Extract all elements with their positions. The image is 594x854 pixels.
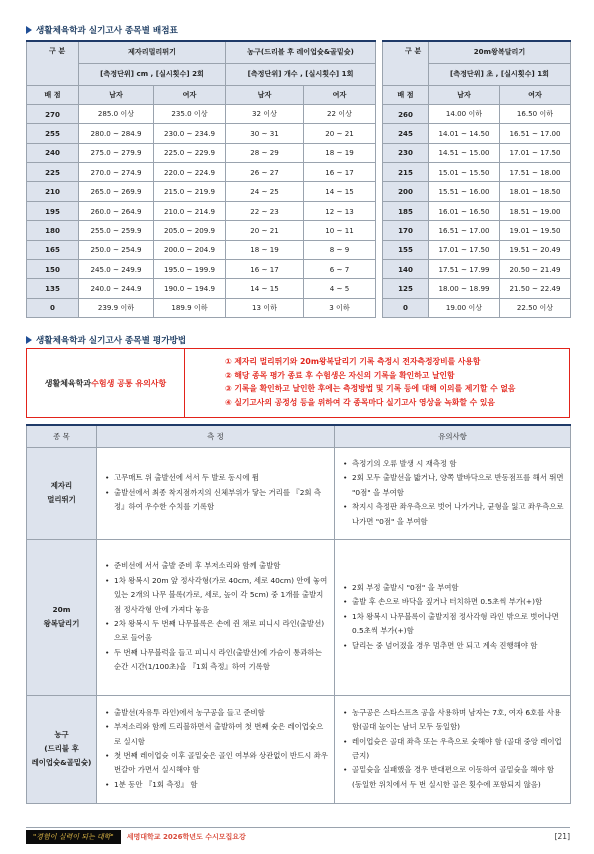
evaluation-table <box>26 424 571 804</box>
score-value: 245 <box>383 124 429 143</box>
gender-header: 여자 <box>304 85 376 104</box>
measure-item: • 출발선에서 최종 착지점까지의 신체부위가 닿는 거리를 『2회 측정』하여 우수한 수치를 기록함 <box>105 486 328 515</box>
range-cell: 4 ~ 5 <box>304 279 376 298</box>
eval-header: 측 정 <box>97 425 335 447</box>
range-cell: 205.0 ~ 209.9 <box>154 221 226 240</box>
range-cell: 275.0 ~ 279.9 <box>79 143 154 162</box>
score-row <box>383 104 571 123</box>
measure-item: • 1차 왕복시 20m 앞 정사각형(가로 40cm, 세로 40cm) 안에 놓여 있는 2개의 나무 블록(가로, 세로, 높이 각 5cm) 중 1개를 출발지점 정사각형 안에 가져다 놓음 <box>105 574 328 617</box>
range-cell: 200.0 ~ 204.9 <box>154 240 226 259</box>
range-cell: 265.0 ~ 269.9 <box>79 182 154 201</box>
range-cell: 20 ~ 21 <box>226 221 304 240</box>
corner-header: 구 분 <box>27 41 79 85</box>
measure-cell <box>97 447 335 539</box>
section-title-score-table <box>26 24 178 36</box>
event-category-line: 농구 <box>54 730 69 739</box>
measure-item: • 두 번째 나무블럭을 들고 피니시 라인(출발선)에 가슴이 통과하는 순간 시간(1/100초)을 『1회 측정』하여 기록함 <box>105 646 328 675</box>
corner-header: 구 분 <box>383 41 429 85</box>
notes-cell <box>335 539 571 695</box>
score-row <box>383 279 571 298</box>
notes-item: • 2회 모두 출발선을 밟거나, 양쪽 발바닥으로 반동점프를 해서 뛰면 "0점" 을 부여함 <box>343 471 564 500</box>
score-value: 135 <box>27 279 79 298</box>
score-row <box>27 182 376 201</box>
range-cell: 210.0 ~ 214.9 <box>154 201 226 220</box>
measure-list <box>105 559 328 674</box>
notes-cell <box>335 695 571 803</box>
score-row <box>383 298 571 317</box>
score-value: 140 <box>383 260 429 279</box>
range-cell: 195.0 ~ 199.9 <box>154 260 226 279</box>
event-category <box>27 539 97 695</box>
range-cell: 19.01 ~ 19.50 <box>500 221 571 240</box>
event-category-line: 20m <box>52 605 71 614</box>
range-cell: 17.51 ~ 18.00 <box>500 163 571 182</box>
score-value: 240 <box>27 143 79 162</box>
range-cell: 17.51 ~ 17.99 <box>429 260 500 279</box>
range-cell: 22 ~ 23 <box>226 201 304 220</box>
event-unit: [측정단위] 초 , [실시횟수] 1회 <box>429 63 571 85</box>
range-cell: 12 ~ 13 <box>304 201 376 220</box>
score-row <box>27 221 376 240</box>
gender-header: 여자 <box>500 85 571 104</box>
measure-cell <box>97 539 335 695</box>
notes-item: • 농구공은 스타스프츠 공을 사용하며 남자는 7호, 여자 6호를 사용함(골대 높이는 남녀 모두 동일함) <box>343 706 564 735</box>
event-unit: [측정단위] 개수 , [실시횟수] 1회 <box>226 63 376 85</box>
range-cell: 14.00 이하 <box>429 104 500 123</box>
measure-item: • 고무매트 위 출발선에 서서 두 발로 동시에 뜀 <box>105 471 328 485</box>
score-value: 195 <box>27 201 79 220</box>
notes-item: • 달리는 중 넘어졌을 경우 멈추면 안 되고 계속 진행해야 함 <box>343 639 564 653</box>
footer-slogan: "경험이 실력이 되는 대학" <box>26 830 121 844</box>
range-cell: 270.0 ~ 274.9 <box>79 163 154 182</box>
measure-list <box>105 471 328 514</box>
event-name: 제자리멀리뛰기 <box>79 41 226 63</box>
range-cell: 13 이하 <box>226 298 304 317</box>
range-cell: 16 ~ 17 <box>226 260 304 279</box>
range-cell: 18.01 ~ 18.50 <box>500 182 571 201</box>
notes-list <box>343 457 564 529</box>
score-value: 210 <box>27 182 79 201</box>
score-row <box>383 143 571 162</box>
notes-item: • 골밑슛을 실패했을 경우 반대편으로 이동하여 골밑슛을 해야 함(동일한 위치에서 두 번 실시한 골은 횟수에 포함되지 않음) <box>343 763 564 792</box>
range-cell: 21.50 ~ 22.49 <box>500 279 571 298</box>
range-cell: 17.01 ~ 17.50 <box>500 143 571 162</box>
score-value: 260 <box>383 104 429 123</box>
notes-item: • 2회 부정 출발시 "0점" 을 부여함 <box>343 581 564 595</box>
range-cell: 17.01 ~ 17.50 <box>429 240 500 259</box>
event-category-line: (드리블 후 <box>44 744 79 753</box>
section-title-text: 생활체육학과 실기고사 종목별 배점표 <box>36 26 178 36</box>
range-cell: 230.0 ~ 234.9 <box>154 124 226 143</box>
score-label: 배 점 <box>27 85 79 104</box>
range-cell: 14 ~ 15 <box>226 279 304 298</box>
score-row <box>383 221 571 240</box>
notes-item: • 측정기의 오류 발생 시 재측정 함 <box>343 457 564 471</box>
section-title-text: 생활체육학과 실기고사 종목별 평가방법 <box>36 336 187 346</box>
score-value: 0 <box>383 298 429 317</box>
range-cell: 285.0 이상 <box>79 104 154 123</box>
gender-header: 남자 <box>226 85 304 104</box>
range-cell: 235.0 이상 <box>154 104 226 123</box>
range-cell: 8 ~ 9 <box>304 240 376 259</box>
event-name: 농구(드리블 후 레이업슛&골밑슛) <box>226 41 376 63</box>
score-value: 150 <box>27 260 79 279</box>
score-row <box>27 240 376 259</box>
triangle-bullet-icon <box>26 26 32 34</box>
measure-item: • 부저소리와 함께 드리블하면서 출발하여 첫 번째 슛은 레이업슛으로 실시함 <box>105 720 328 749</box>
caution-list <box>185 349 515 417</box>
range-cell: 16 ~ 17 <box>304 163 376 182</box>
event-category <box>27 695 97 803</box>
range-cell: 255.0 ~ 259.9 <box>79 221 154 240</box>
range-cell: 30 ~ 31 <box>226 124 304 143</box>
range-cell: 3 이하 <box>304 298 376 317</box>
measure-item: • 출발선(자유투 라인)에서 농구공을 들고 준비함 <box>105 706 328 720</box>
triangle-bullet-icon <box>26 336 32 344</box>
gender-header: 여자 <box>154 85 226 104</box>
score-row <box>27 143 376 162</box>
range-cell: 15.51 ~ 16.00 <box>429 182 500 201</box>
score-row <box>27 201 376 220</box>
range-cell: 18 ~ 19 <box>226 240 304 259</box>
range-cell: 16.01 ~ 16.50 <box>429 201 500 220</box>
range-cell: 250.0 ~ 254.9 <box>79 240 154 259</box>
notes-item: • 착지시 측정판 좌우측으로 벗어 나가거나, 균형을 잃고 좌우측으로 나가면 "0점" 을 부여함 <box>343 500 564 529</box>
notes-item: • 레이업슛은 골대 좌측 또는 우측으로 슛해야 함 (골대 중앙 레이업 금지) <box>343 735 564 764</box>
range-cell: 245.0 ~ 249.9 <box>79 260 154 279</box>
range-cell: 18.00 ~ 18.99 <box>429 279 500 298</box>
range-cell: 260.0 ~ 264.9 <box>79 201 154 220</box>
page-number: [21] <box>554 832 570 841</box>
page-footer <box>26 827 570 845</box>
score-value: 225 <box>27 163 79 182</box>
range-cell: 225.0 ~ 229.9 <box>154 143 226 162</box>
caution-item: ④ 실기고사의 공정성 등을 위하여 각 종목마다 실기고사 영상을 녹화할 수 있음 <box>225 397 495 407</box>
score-row <box>383 124 571 143</box>
score-table-left <box>26 40 376 318</box>
measure-cell <box>97 695 335 803</box>
notes-item: • 출발 후 손으로 바닥을 짚거나 터치하면 0.5초씩 부가(+)함 <box>343 595 564 609</box>
event-category-line: 멀리뛰기 <box>47 495 76 504</box>
section-title-eval-method <box>26 334 186 346</box>
range-cell: 20 ~ 21 <box>304 124 376 143</box>
score-row <box>383 182 571 201</box>
range-cell: 26 ~ 27 <box>226 163 304 182</box>
score-table-right <box>382 40 571 318</box>
score-value: 200 <box>383 182 429 201</box>
range-cell: 18 ~ 19 <box>304 143 376 162</box>
event-category-line: 제자리 <box>50 481 73 490</box>
range-cell: 16.50 이하 <box>500 104 571 123</box>
score-row <box>383 260 571 279</box>
range-cell: 190.0 ~ 194.9 <box>154 279 226 298</box>
score-value: 170 <box>383 221 429 240</box>
score-label: 배 점 <box>383 85 429 104</box>
event-category-line: 레이업슛&골밑슛) <box>31 758 92 767</box>
score-value: 185 <box>383 201 429 220</box>
range-cell: 18.51 ~ 19.00 <box>500 201 571 220</box>
caution-item: ① 제자리 멀리뛰기와 20m왕복달리기 기록 측정시 전자측정장비를 사용함 <box>225 357 481 366</box>
score-row <box>27 279 376 298</box>
score-row <box>27 163 376 182</box>
common-caution-box <box>26 348 570 418</box>
range-cell: 14.51 ~ 15.00 <box>429 143 500 162</box>
score-value: 155 <box>383 240 429 259</box>
range-cell: 19.51 ~ 20.49 <box>500 240 571 259</box>
eval-header: 유의사항 <box>335 425 571 447</box>
range-cell: 6 ~ 7 <box>304 260 376 279</box>
eval-row <box>27 447 571 539</box>
notes-cell <box>335 447 571 539</box>
range-cell: 22 이상 <box>304 104 376 123</box>
caution-item: ③ 기록을 확인하고 날인한 후에는 측정방법 및 기록 등에 대해 이의를 제기할 수 없음 <box>225 384 516 393</box>
score-value: 180 <box>27 221 79 240</box>
range-cell: 15.01 ~ 15.50 <box>429 163 500 182</box>
score-row <box>383 201 571 220</box>
measure-item: • 첫 번째 레이업슛 이후 골밑슛은 골인 여부와 상관없이 반드시 좌우 번갈아 가면서 실시해야 함 <box>105 749 328 778</box>
caution-label: 생활체육학과 수험생 공통 유의사항 <box>27 349 185 417</box>
footer-school: 세명대학교 2026학년도 수시모집요강 <box>126 832 246 841</box>
score-value: 125 <box>383 279 429 298</box>
range-cell: 32 이상 <box>226 104 304 123</box>
range-cell: 20.50 ~ 21.49 <box>500 260 571 279</box>
caution-item: ② 해당 종목 평가 종료 후 수험생은 자신의 기록을 확인하고 날인함 <box>225 370 455 380</box>
range-cell: 19.00 이상 <box>429 298 500 317</box>
range-cell: 220.0 ~ 224.9 <box>154 163 226 182</box>
event-name: 20m왕복달리기 <box>429 41 571 63</box>
score-value: 270 <box>27 104 79 123</box>
score-row <box>383 163 571 182</box>
range-cell: 240.0 ~ 244.9 <box>79 279 154 298</box>
notes-list <box>343 706 564 792</box>
notes-list <box>343 581 564 653</box>
score-row <box>383 240 571 259</box>
measure-list <box>105 706 328 792</box>
range-cell: 14 ~ 15 <box>304 182 376 201</box>
range-cell: 189.9 이하 <box>154 298 226 317</box>
range-cell: 14.01 ~ 14.50 <box>429 124 500 143</box>
range-cell: 10 ~ 11 <box>304 221 376 240</box>
range-cell: 280.0 ~ 284.9 <box>79 124 154 143</box>
event-category-line: 왕복달리기 <box>43 619 80 628</box>
score-value: 0 <box>27 298 79 317</box>
score-value: 255 <box>27 124 79 143</box>
eval-row <box>27 695 571 803</box>
range-cell: 215.0 ~ 219.9 <box>154 182 226 201</box>
range-cell: 239.9 이하 <box>79 298 154 317</box>
range-cell: 28 ~ 29 <box>226 143 304 162</box>
range-cell: 16.51 ~ 17.00 <box>500 124 571 143</box>
eval-row <box>27 539 571 695</box>
notes-item: • 1차 왕복시 나무블록이 출발지점 정사각형 라인 밖으로 벗어나면 0.5초씩 부가(+)함 <box>343 610 564 639</box>
measure-item: • 준비선에 서서 출발 준비 후 부저소리와 함께 출발함 <box>105 559 328 573</box>
score-value: 230 <box>383 143 429 162</box>
range-cell: 16.51 ~ 17.00 <box>429 221 500 240</box>
measure-item: • 2차 왕복시 두 번째 나무블록은 손에 쥔 채로 피니시 라인(출발선)으로 들어옴 <box>105 617 328 646</box>
gender-header: 남자 <box>79 85 154 104</box>
score-row <box>27 260 376 279</box>
score-value: 215 <box>383 163 429 182</box>
eval-header: 종 목 <box>27 425 97 447</box>
event-category <box>27 447 97 539</box>
range-cell: 22.50 이상 <box>500 298 571 317</box>
score-row <box>27 104 376 123</box>
score-row <box>27 124 376 143</box>
event-unit: [측정단위] cm , [실시횟수] 2회 <box>79 63 226 85</box>
score-row <box>27 298 376 317</box>
measure-item: • 1분 동안 『1회 측정』 함 <box>105 778 328 792</box>
range-cell: 24 ~ 25 <box>226 182 304 201</box>
gender-header: 남자 <box>429 85 500 104</box>
score-value: 165 <box>27 240 79 259</box>
